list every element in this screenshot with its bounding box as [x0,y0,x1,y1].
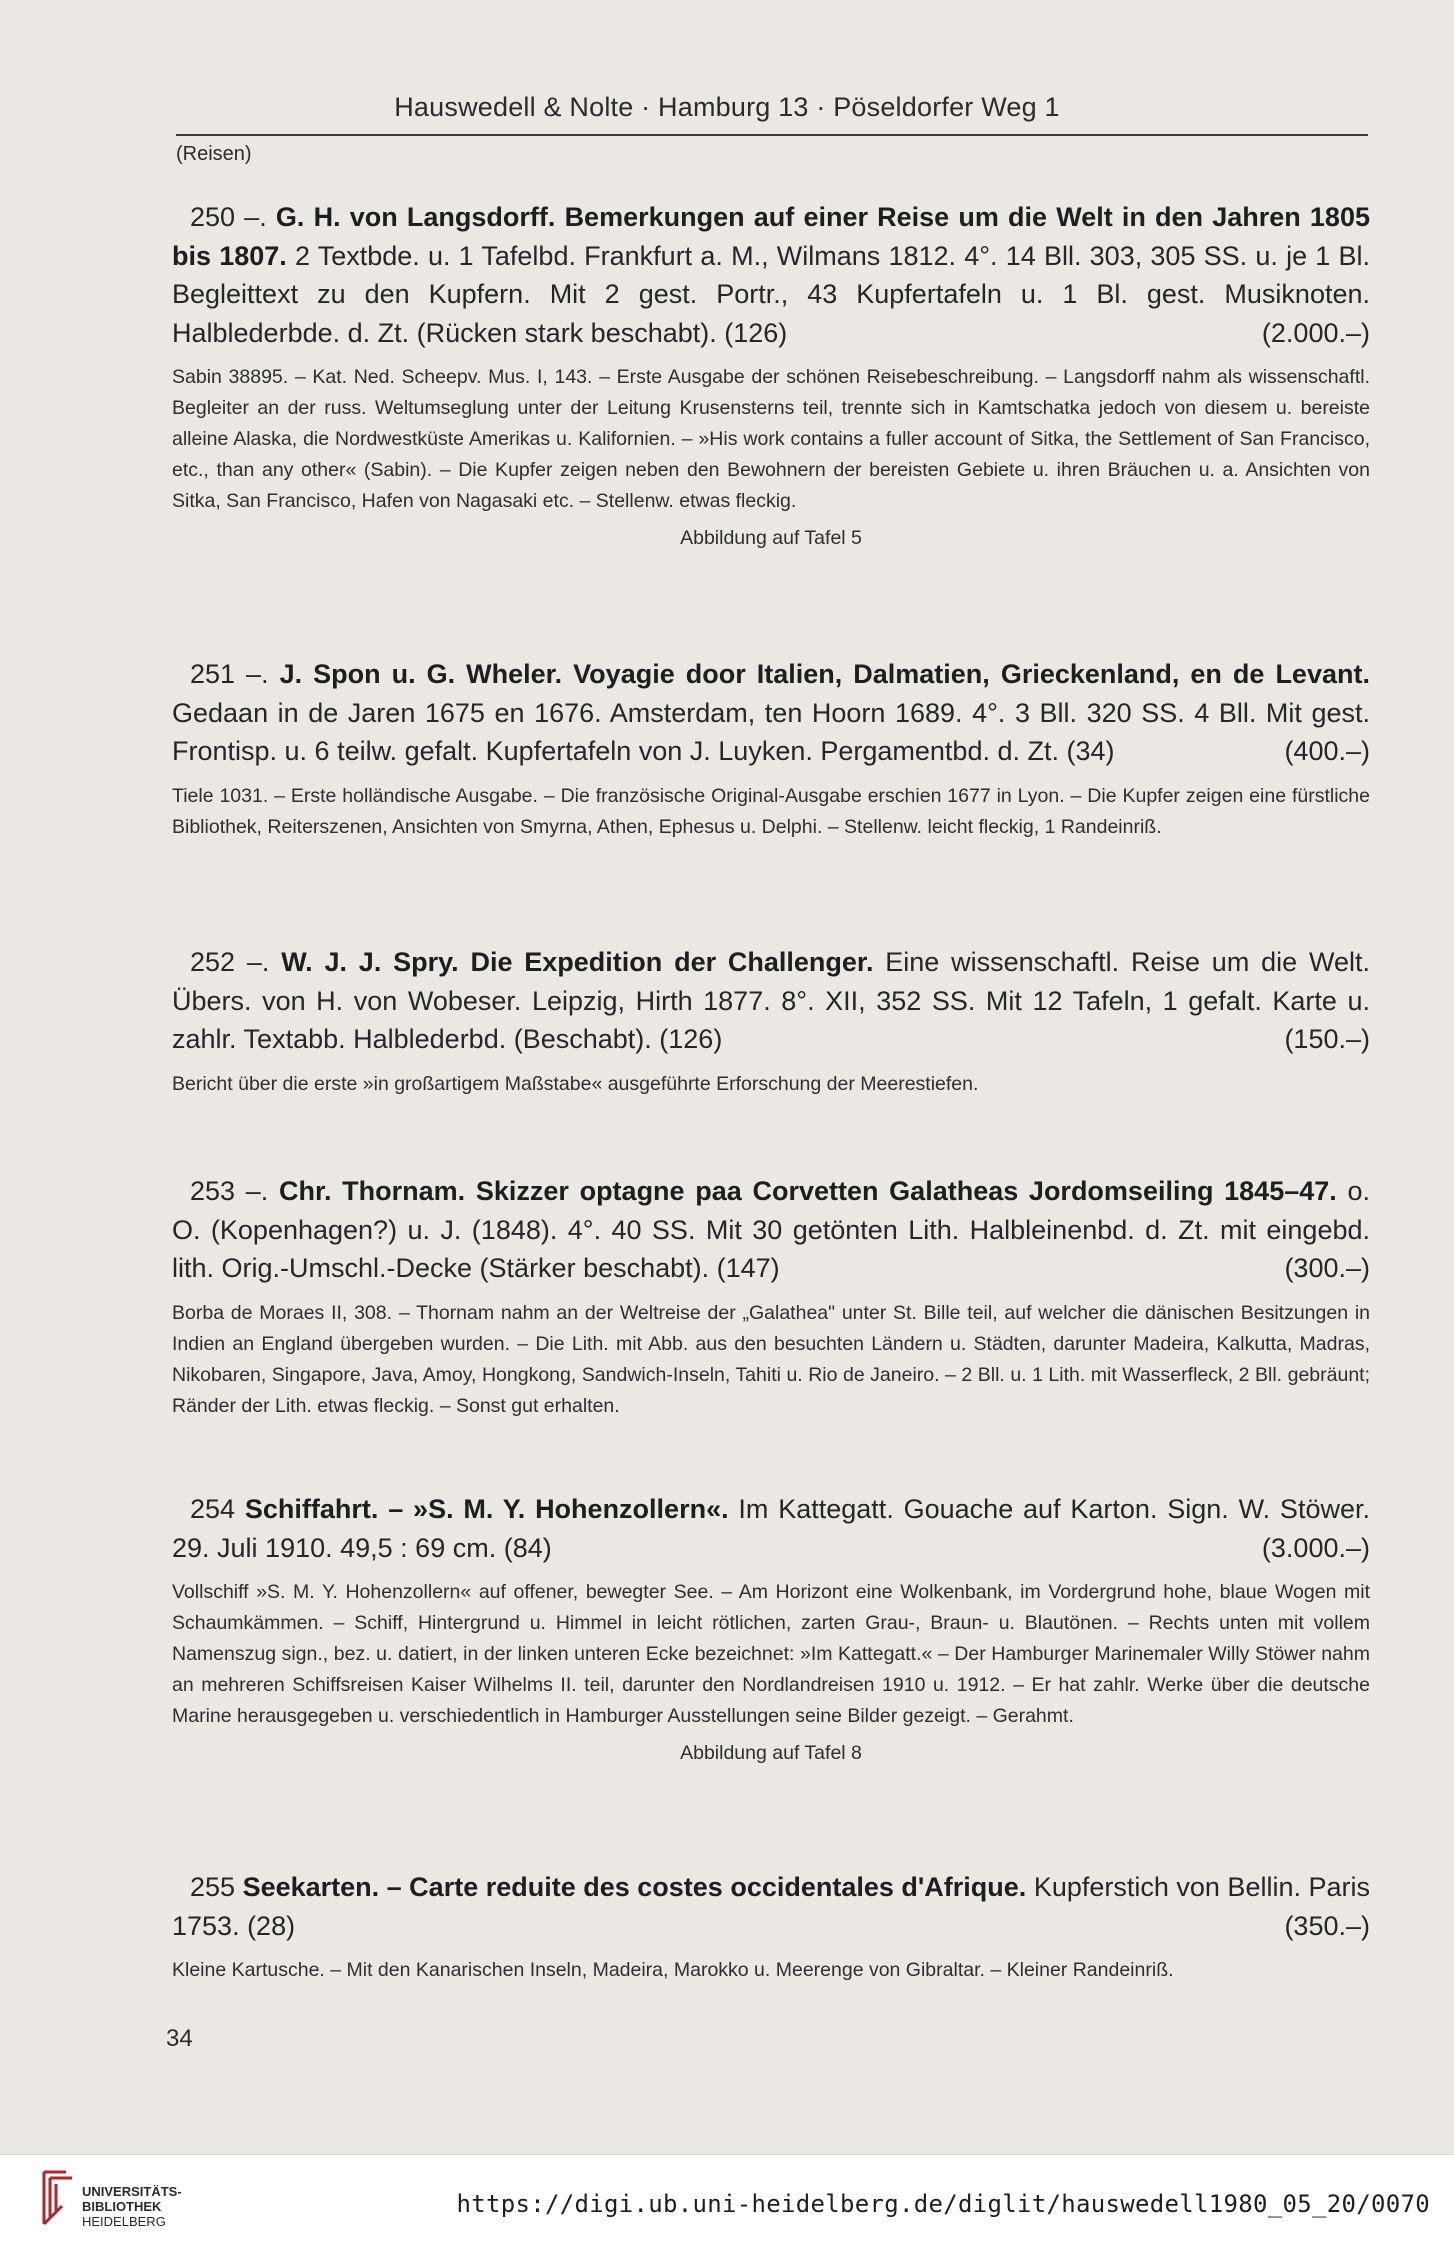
entry-description: Eine wissenschaftl. Reise um die Welt. Übers. von H. von Wobeser. Leipzig, Hirth 1877. 8°. XII, 352 SS. Mit 12 Tafeln, 1 gefalt. Karte u. zahlr. Textabb. Halblederbd. (Beschabt). (126) [172,947,1370,1054]
entry-title: Seekarten. – Carte reduite des costes occidentales d'Afrique. [242,1872,1027,1902]
entry-price: (150.–) [1284,1024,1370,1054]
entry-plate-ref: Abbildung auf Tafel 8 [680,1742,862,1764]
entry-title: J. Spon u. G. Wheler. Voyagie door Italien, Dalmatien, Grieckenland, en de Levant. [279,659,1370,689]
catalog-entry-250 [172,198,1370,550]
permalink-url[interactable]: https://digi.ub.uni-heidelberg.de/diglit/hauswedell1980_05_20/0070 [456,2190,1430,2218]
entry-price: (350.–) [1284,1910,1370,1941]
entry-price-row [172,1907,1370,1946]
entry-title: W. J. J. Spry. Die Expedition der Challenger. [281,947,874,977]
entry-price: (300.–) [1284,1253,1370,1283]
entry-number: 250 –. [190,202,267,232]
entry-description: Kupferstich von Bellin. Paris 1753. (28) [172,1872,1370,1941]
entry-number: 255 [190,1872,236,1902]
entry-title: Chr. Thornam. Skizzer optagne paa Corvetten Galatheas Jordomseiling 1845–47. [278,1176,1337,1206]
catalog-entry-252 [172,943,1370,1100]
entry-title: G. H. von Langsdorff. Bemerkungen auf einer Reise um die Welt in den Jahren 1805 bis 1807. [172,202,1370,271]
entry-note: Tiele 1031. – Erste holländische Ausgabe. – Die französische Original-Ausgabe erschien 1677 in Lyon. – Die Kupfer zeigen eine fürstliche Bibliothek, Reiterszenen, Ansichten von Smyrna, Athen, Ephesus u. Delphi. – Stellenw. leicht fleckig, 1 Randeinriß. [172,784,1370,838]
entry-description: o. O. (Kopenhagen?) u. J. (1848). 4°. 40 SS. Mit 30 getönten Lith. Halbleinenbd. d. Zt. mit eingebd. lith. Orig.-Umschl.-Decke (Stärker beschabt). (147) [172,1176,1370,1283]
section-label: (Reisen) [176,143,252,165]
entry-number: 253 –. [190,1176,269,1206]
entry-description: 2 Textbde. u. 1 Tafelbd. Frankfurt a. M., Wilmans 1812. 4°. 14 Bll. 303, 305 SS. u. je 1 Bl. Begleittext zu den Kupfern. Mit 2 gest. Portr., 43 Kupfertafeln u. 1 Bl. gest. Musiknoten. Halblederbde. d. Zt. (Rücken stark beschabt). (126) [172,240,1371,348]
catalog-entry-253 [172,1172,1370,1422]
page-number: 34 [166,2025,193,2052]
entry-price: (3.000.–) [1261,1532,1370,1563]
library-name-line2: BIBLIOTHEK [82,2199,162,2214]
entry-number: 251 –. [190,659,269,689]
entry-note: Borba de Moraes II, 308. – Thornam nahm an der Weltreise der „Galathea" unter St. Bille teil, auf welcher die dänischen Besitzungen in Indien an England übergeben wurden. – Die Lith. mit Abb. aus den besuchten Ländern u. Städten, darunter Madeira, Kalkutta, Madras, Nikobaren, Singapore, Java, Amoy, Hongkong, Sandwich-Inseln, Tahiti u. Rio de Janeiro. – 2 Bll. u. 1 Lith. mit Wasserfleck, 2 Bll. gebräunt; Ränder der Lith. etwas fleckig. – Sonst gut erhalten. [172,1301,1370,1417]
page-header: Hauswedell & Nolte · Hamburg 13 · Pöseldorfer Weg 1 [394,92,1060,122]
entry-note: Sabin 38895. – Kat. Ned. Scheepv. Mus. I, 143. – Erste Ausgabe der schönen Reisebeschreibung. – Langsdorff nahm als wissenschaftl. Begleiter an der russ. Weltumseglung unter der Leitung Krusensterns teil, trennte sich in Kamtschatka jedoch von diesem u. bereiste alleine Alaska, die Nordwestküste Amerikas u. Kalifornien. – »His work contains a fuller account of Sitka, the Settlement of San Francisco, etc., than any other« (Sabin). – Die Kupfer zeigen neben den Bewohnern der bereisten Gebiete u. ihren Bräuchen u. a. Ansichten von Sitka, San Francisco, Hafen von Nagasaki etc. – Stellenw. etwas fleckig. [172,366,1370,512]
entry-price: (400.–) [1284,736,1370,766]
entry-plate-ref: Abbildung auf Tafel 5 [680,527,862,549]
catalog-entry-254 [172,1490,1370,1765]
header-rule [176,134,1368,136]
entry-price: (2.000.–) [1261,317,1370,348]
entry-note: Kleine Kartusche. – Mit den Kanarischen Inseln, Madeira, Marokko u. Meerenge von Gibraltar. – Kleiner Randeinriß. [172,1959,1174,1981]
library-name-line1: UNIVERSITÄTS- [82,2184,182,2199]
entry-description: Im Kattegatt. Gouache auf Karton. Sign. W. Stöwer. 29. Juli 1910. 49,5 : 69 cm. (84) [172,1494,1370,1563]
library-name [82,2184,182,2229]
library-name-line3: HEIDELBERG [82,2214,166,2229]
entry-title: Schiffahrt. – »S. M. Y. Hohenzollern«. [244,1494,729,1524]
catalog-entry-251 [172,655,1370,843]
entry-description: Gedaan in de Jaren 1675 en 1676. Amsterdam, ten Hoorn 1689. 4°. 3 Bll. 320 SS. 4 Bll. Mit gest. Frontisp. u. 6 teilw. gefalt. Kupfertafeln von J. Luyken. Pergamentbd. d. Zt. (34) [172,697,1370,766]
entry-number: 254 [190,1494,236,1524]
entry-note: Bericht über die erste »in großartigem Maßstabe« ausgeführte Erforschung der Meerestiefen. [172,1072,979,1095]
university-library-logo-icon [36,2168,76,2228]
entry-number: 252 –. [190,947,270,977]
catalog-entry-255 [172,1868,1370,1986]
entry-note: Vollschiff »S. M. Y. Hohenzollern« auf offener, bewegter See. – Am Horizont eine Wolkenbank, im Vordergrund hohe, blaue Wogen mit Schaumkämmen. – Schiff, Hintergrund u. Himmel in leicht rötlichen, zarten Grau-, Braun- u. Blautönen. – Rechts unten mit vollem Namenszug sign., bez. u. datiert, in der linken unteren Ecke bezeichnet: »Im Kattegatt.« – Der Hamburger Marinemaler Willy Stöwer nahm an mehreren Schiffsreisen Kaiser Wilhelms II. teil, darunter den Nordlandreisen 1910 u. 1912. – Er hat zahlr. Werke über die deutsche Marine herausgegeben u. verschiedentlich in Hamburger Ausstellungen seine Bilder gezeigt. – Gerahmt. [172,1581,1370,1727]
